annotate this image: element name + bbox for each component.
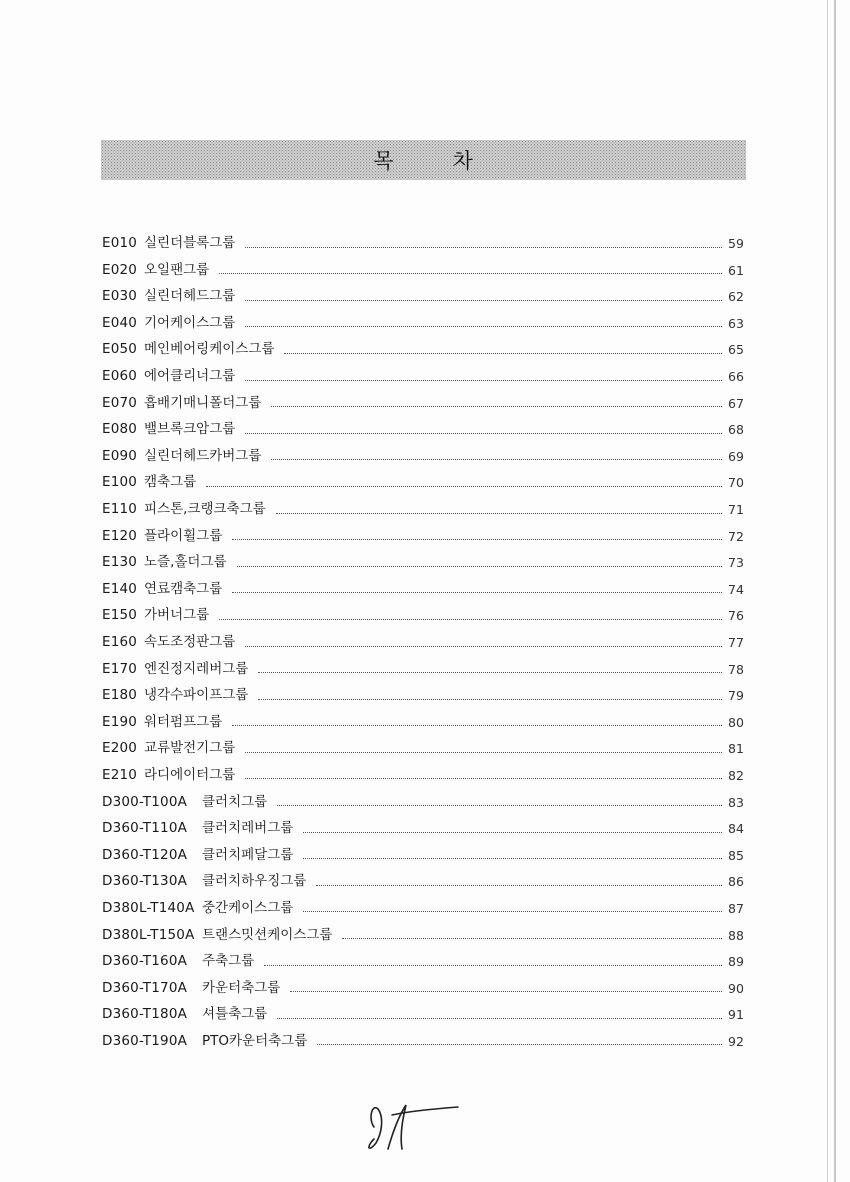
toc-entry-code: E170 <box>102 660 138 677</box>
toc-entry-label: 실린더헤드카버그룹 <box>144 447 262 464</box>
toc-entry-code: E140 <box>102 580 138 597</box>
toc-entry-label: 오일팬그룹 <box>144 261 210 278</box>
scanned-page-edge-inner <box>827 0 828 1182</box>
toc-entry <box>102 463 742 490</box>
toc-entry-label: 카운터축그룹 <box>202 979 281 996</box>
toc-entry-label: 노즐,홀더그룹 <box>144 554 227 571</box>
toc-dot-leader <box>342 938 722 939</box>
toc-entry-code: E190 <box>102 713 138 730</box>
toc-entry-label: 속도조정판그룹 <box>144 634 236 650</box>
toc-entry-label: 흡배기매니폴더그룹 <box>144 394 262 411</box>
toc-entry <box>102 729 742 756</box>
toc-entry-label: PTO카운터축그룹 <box>202 1032 308 1049</box>
toc-dot-leader <box>258 672 722 673</box>
toc-entry-code: E050 <box>102 341 138 358</box>
toc-entry-label: 라디에이터그룹 <box>144 766 236 783</box>
toc-entry-label: 중간케이스그룹 <box>202 899 294 916</box>
toc-entry-code: E180 <box>102 687 138 704</box>
toc-dot-leader <box>219 273 722 274</box>
toc-title-right: 차 <box>452 149 474 173</box>
toc-entry-label: 연료캠축그룹 <box>144 580 223 597</box>
toc-entry <box>102 623 742 650</box>
toc-entry <box>102 703 742 730</box>
toc-dot-leader <box>290 991 722 992</box>
toc-entry-code: E160 <box>102 634 138 650</box>
toc-dot-leader <box>245 247 722 248</box>
toc-entry-page: 83 <box>728 794 744 810</box>
toc-entry-page: 62 <box>728 289 744 305</box>
toc-entry-page: 67 <box>728 395 744 411</box>
toc-entry <box>102 277 742 304</box>
toc-entry-code: E060 <box>102 368 138 385</box>
toc-entry-code: D360-T170A <box>102 979 188 996</box>
toc-entry-page: 78 <box>728 661 744 677</box>
toc-entry-code: E120 <box>102 527 138 544</box>
toc-title-left: 목 <box>373 149 395 173</box>
toc-entry-page: 80 <box>728 714 744 730</box>
toc-entry-label: 메인베어링케이스그룹 <box>144 341 275 358</box>
toc-entry <box>102 1022 742 1049</box>
toc-entry-code: E040 <box>102 314 138 331</box>
toc-entry-label: 에어클리너그룹 <box>144 368 236 385</box>
toc-entry-label: 클러치하우징그룹 <box>202 873 307 890</box>
toc-dot-leader <box>232 539 722 540</box>
toc-entry-page: 72 <box>728 528 744 544</box>
toc-entry <box>102 330 742 357</box>
toc-entry-page: 61 <box>728 262 744 278</box>
toc-entry-code: D380L-T140A <box>102 899 195 916</box>
toc-entry-label: 주축그룹 <box>202 953 255 970</box>
toc-entry-page: 82 <box>728 767 744 783</box>
toc-entry-page: 88 <box>728 927 744 943</box>
toc-entry-code: E090 <box>102 447 138 464</box>
toc-title-bar <box>101 140 746 180</box>
toc-entry-page: 91 <box>728 1007 744 1023</box>
toc-dot-leader <box>219 619 722 620</box>
toc-entry-label: 실린더블록그룹 <box>144 235 236 252</box>
toc-entry-code: D360-T160A <box>102 953 188 970</box>
toc-dot-leader <box>303 911 722 912</box>
toc-entry-page: 71 <box>728 502 744 518</box>
toc-dot-leader <box>245 380 722 381</box>
toc-entry-page: 79 <box>728 688 744 704</box>
toc-entry-code: D300-T100A <box>102 793 188 810</box>
toc-entry-code: D360-T120A <box>102 846 188 863</box>
toc-dot-leader <box>245 646 722 647</box>
toc-entry-label: 클러치페달그룹 <box>202 846 294 863</box>
toc-entry-code: E030 <box>102 288 138 305</box>
toc-entry-page: 85 <box>728 847 744 863</box>
toc-entry-code: D360-T190A <box>102 1032 188 1049</box>
toc-entry-page: 65 <box>728 342 744 358</box>
toc-dot-leader <box>303 858 722 859</box>
toc-entry-label: 교류발전기그룹 <box>144 740 236 757</box>
toc-entry-code: E200 <box>102 740 138 757</box>
toc-entry-label: 캠축그룹 <box>144 474 197 491</box>
toc-dot-leader <box>245 326 722 327</box>
toc-entry-page: 86 <box>728 874 744 890</box>
toc-entry-code: E130 <box>102 554 138 571</box>
toc-entry-label: 클러치레버그룹 <box>202 820 294 837</box>
toc-entry-page: 81 <box>728 741 744 757</box>
toc-entry <box>102 676 742 703</box>
toc-dot-leader <box>276 513 722 514</box>
toc-entry <box>102 756 742 783</box>
toc-entry-label: 가버너그룹 <box>144 607 210 624</box>
toc-dot-leader <box>284 353 722 354</box>
toc-title <box>373 145 474 175</box>
toc-entry-label: 플라이휠그룹 <box>144 527 223 544</box>
toc-entry <box>102 836 742 863</box>
toc-entry <box>102 357 742 384</box>
toc-entry-code: E150 <box>102 607 138 624</box>
toc-entry <box>102 969 742 996</box>
toc-dot-leader <box>232 725 722 726</box>
toc-entry <box>102 543 742 570</box>
toc-entry-page: 77 <box>728 635 744 650</box>
toc-entry <box>102 596 742 623</box>
toc-entry <box>102 570 742 597</box>
toc-dot-leader <box>232 592 722 593</box>
toc-entry-page: 89 <box>728 954 744 970</box>
toc-entry-code: E070 <box>102 394 138 411</box>
toc-dot-leader <box>245 300 722 301</box>
toc-entry-code: D360-T110A <box>102 820 188 837</box>
toc-dot-leader <box>317 1044 722 1045</box>
toc-entry-page: 70 <box>728 475 744 491</box>
toc-entry-page: 92 <box>728 1033 744 1049</box>
toc-entry-page: 68 <box>728 422 744 438</box>
toc-dot-leader <box>271 459 722 460</box>
toc-entry-label: 클러치그룹 <box>202 793 268 810</box>
toc-dot-leader <box>271 406 722 407</box>
toc-entry <box>102 437 742 464</box>
toc-entry-label: 기어케이스그룹 <box>144 314 236 331</box>
toc-entry-code: E020 <box>102 261 138 278</box>
toc-entry <box>102 410 742 437</box>
handwritten-signature <box>362 1095 462 1151</box>
toc-entry-label: 피스톤,크랭크축그룹 <box>144 501 266 518</box>
toc-entry-page: 84 <box>728 821 744 837</box>
toc-dot-leader <box>237 566 722 567</box>
toc-entry-code: D380L-T150A <box>102 926 195 943</box>
toc-entry <box>102 782 742 809</box>
toc-entry <box>102 862 742 889</box>
toc-entry <box>102 304 742 331</box>
toc-entry-label: 밸브록크암그룹 <box>144 421 236 438</box>
toc-dot-leader <box>264 965 722 966</box>
toc-entry <box>102 915 742 942</box>
toc-entry-code: E210 <box>102 766 138 783</box>
toc-entry-code: D360-T130A <box>102 873 188 890</box>
toc-entry-page: 90 <box>728 980 744 996</box>
toc-entry-page: 76 <box>728 608 744 624</box>
toc-entry-page: 73 <box>728 555 744 571</box>
toc-entry-code: E010 <box>102 235 138 252</box>
toc-entry-code: E110 <box>102 501 138 518</box>
toc-entry <box>102 224 742 251</box>
toc-entry-page: 74 <box>728 581 744 597</box>
toc-entry-label: 실린더헤드그룹 <box>144 288 236 305</box>
toc-entry-code: E080 <box>102 421 138 438</box>
toc-dot-leader <box>303 832 722 833</box>
toc-dot-leader <box>245 433 722 434</box>
toc-entry-code: D360-T180A <box>102 1006 188 1023</box>
toc-dot-leader <box>245 778 722 779</box>
toc-entry <box>102 490 742 517</box>
toc-entry <box>102 650 742 677</box>
toc-entry <box>102 809 742 836</box>
toc-dot-leader <box>277 1018 722 1019</box>
toc-dot-leader <box>316 885 722 886</box>
toc-entry-page: 69 <box>728 448 744 464</box>
scanned-page-edge <box>834 0 836 1182</box>
toc-entry <box>102 995 742 1022</box>
toc-entry-label: 엔진정지레버그룹 <box>144 660 249 677</box>
toc-entry <box>102 384 742 411</box>
toc-entry-page: 87 <box>728 900 744 916</box>
toc-dot-leader <box>245 752 722 753</box>
toc-entry-page: 63 <box>728 315 744 331</box>
toc-entry <box>102 251 742 278</box>
toc-dot-leader <box>277 805 722 806</box>
toc-entry <box>102 517 742 544</box>
toc-entry <box>102 889 742 916</box>
toc-dot-leader <box>206 486 722 487</box>
toc-entry-page: 59 <box>728 236 744 252</box>
toc-entry-label: 트랜스밋션케이스그룹 <box>202 926 333 943</box>
toc-entry-page: 66 <box>728 369 744 385</box>
toc-entry-label: 워터펌프그룹 <box>144 713 223 730</box>
toc-entry-label: 냉각수파이프그룹 <box>144 687 249 704</box>
toc-entry <box>102 942 742 969</box>
toc-entry-code: E100 <box>102 474 138 491</box>
table-of-contents <box>102 224 742 1048</box>
toc-dot-leader <box>258 699 722 700</box>
toc-entry-label: 셔틀축그룹 <box>202 1006 268 1023</box>
